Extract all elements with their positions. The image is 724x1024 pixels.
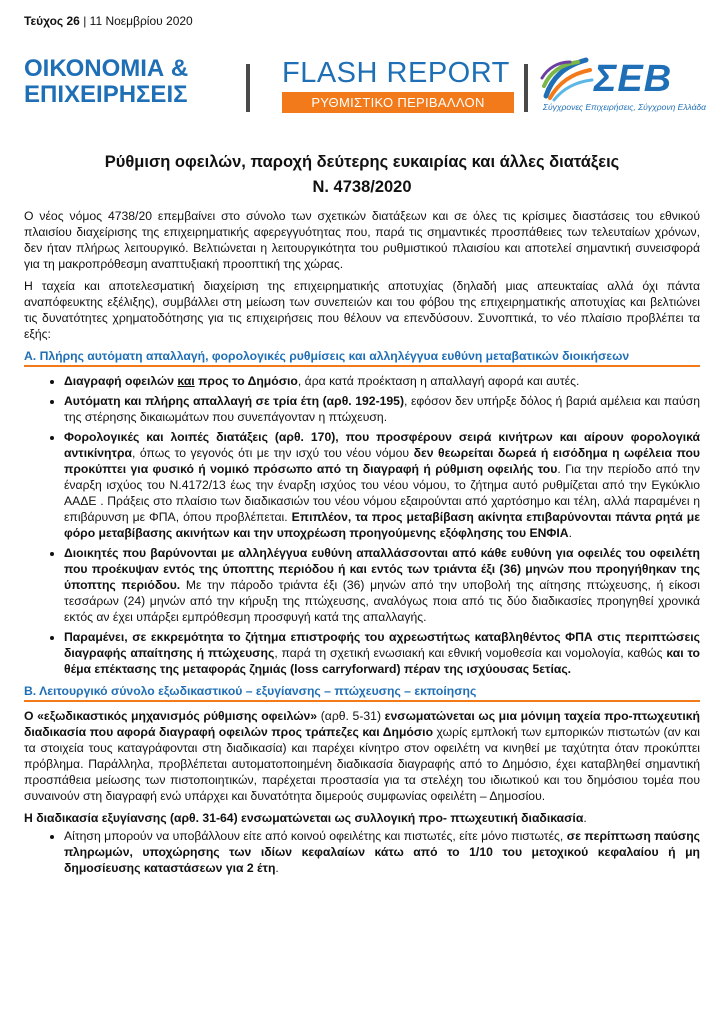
- body-text: Αίτηση μπορούν να υποβάλλουν είτε από κοινού οφειλέτης και πιστωτές, είτε μόνο πιστωτές,: [64, 829, 567, 843]
- bold-text: και το θέμα επέκτασης της μεταφοράς ζημιάς (loss carryforward) πέραν της ισχύουσας 5ετίας.: [64, 646, 700, 676]
- body-text: (αρθ. 5-31): [317, 709, 385, 723]
- brand-line-1: ΟΙΚΟΝΟΜΙΑ &: [24, 55, 189, 82]
- section-a-bullet-3: [64, 429, 700, 541]
- bold-text: Παραμένει, σε εκκρεμότητα το ζήτημα επιστροφής του αχρεωστήτως καταβληθέντος ΦΠΑ στις περιπτώσεις διαγραφής απαίτησης ή πτώχευσης: [64, 630, 700, 660]
- section-b-paragraph-2: [24, 810, 700, 826]
- section-a-bullet-5: [64, 629, 700, 677]
- bold-text: σε περίπτωση παύσης πληρωμών, υποχώρησης των ιδίων κεφαλαίων κάτω από το 1/10 του μετοχικού κεφαλαίου ή μη δημοσίευσης καταστάσεων για 2 έτη: [64, 829, 701, 875]
- body-text: .: [275, 861, 279, 875]
- body-text: .: [568, 526, 572, 540]
- header-divider-left: [246, 64, 250, 112]
- section-a-bullet-4: [64, 545, 700, 625]
- section-b-bullet-1: [64, 828, 700, 876]
- section-b-list: [24, 828, 700, 876]
- brand-title: [24, 56, 188, 108]
- seb-swirl-icon: [538, 56, 596, 102]
- issue-number: Τεύχος 26: [24, 14, 80, 28]
- bold-text: προς το Δημόσιο: [194, 374, 298, 388]
- bold-text: ενσωματώνεται ως μια μόνιμη ταχεία προ-πτωχευτική διαδικασία που αφορά διαγραφή οφειλών προς τράπεζες και Δημόσιο: [24, 709, 700, 739]
- document-title: [24, 150, 700, 200]
- report-header: [24, 55, 706, 116]
- body-text: .: [583, 811, 587, 825]
- body-text: , παρά τη σχετική ενωσιακή και εθνική νομοθεσία και νομολογία, καθώς: [274, 646, 667, 660]
- seb-logo-text: ΣΕΒ: [594, 58, 673, 100]
- body-text: χωρίς εμπλοκή των εμπορικών πιστωτών (αν και τα στοιχεία τους καταγράφονται στη διαδικασία) και παρέχει κίνητρο στον οφειλέτη να κινηθεί με ταχύτητα όταν προκύπτει πρόβλημα. Παράλληλα, προβλέπεται αυτοματοποιημένη διαδικασία διαγραφής από το Δημόσιο, έχει καταβληθεί σημαντική προσπάθεια μείωσης των πιστοποιητικών, παρέχεται προστασία για τα στελέχη του ιδιωτικού και του δημόσιου τομέα που συναινούν στη διαγραφή ενώ υπάρχει και δυνατότητα διμερούς συμφωνίας οφειλέτη – Δημοσίου.: [24, 725, 700, 803]
- bold-underlined-text: και: [177, 374, 195, 388]
- body-text: , εφόσον δεν υπήρξε δόλος ή βαριά αμέλεια και παύση της στέρησης δικαιωμάτων που συνεπάγονταν η πτώχευση.: [64, 394, 701, 424]
- title-line-1: Ρύθμιση οφειλών, παροχή δεύτερης ευκαιρίας και άλλες διατάξεις: [104, 153, 620, 171]
- flash-report-block: [282, 58, 514, 113]
- issue-date: 11 Νοεμβρίου 2020: [89, 14, 193, 28]
- section-a-bullet-1: [64, 373, 700, 389]
- seb-logo: [538, 56, 706, 116]
- bold-text: Ο «εξωδικαστικός μηχανισμός ρύθμισης οφειλών»: [24, 709, 318, 723]
- intro-paragraph-1: Ο νέος νόμος 4738/20 επεμβαίνει στο σύνολο των σχετικών διατάξεων και σε όλες τις κρίσιμες διαστάσεις του εθνικού πλαισίου διαχείρισης της επιχειρηματικής αφερεγγυότητας που, παρά τις σημαντικές προσπάθειες των τελευταίων χρόνων, δεν ήταν πλήρως λειτουργικό. Βελτιώνεται η λειτουργικότητα του ρυθμιστικού πλαισίου και αποτελεί σημαντική συνεισφορά για τη μακροπρόθεσμη αναπτυξιακή προοπτική της χώρας.: [24, 209, 700, 271]
- body-text: , άρα κατά προέκταση η απαλλαγή αφορά και αυτές.: [297, 374, 580, 388]
- bold-text: Η διαδικασία εξυγίανσης (αρθ. 31-64) ενσωματώνεται ως συλλογική προ- πτωχευτική διαδικασία: [24, 811, 584, 825]
- body-text: , όπως το γεγονός ότι με την ισχύ του νέου νόμου: [131, 446, 414, 460]
- section-a-bullet-2: [64, 393, 700, 425]
- flash-report-title: FLASH REPORT: [282, 57, 510, 89]
- body-text: Με την πάροδο τριάντα έξι (36) μηνών από την υποβολή της αίτησης πτώχευσης, ή είκοσι τεσσάρων (24) μηνών από την κήρυξη της πτώχευσης, αναλόγως ποια από τις δύο διαδικασίες προηγηθεί χρονικά εκτός αν έχει υπάρξει εμπρόθεσμη προσφυγή κατά της απαλλαγής.: [64, 578, 700, 624]
- bold-text: Διοικητές που βαρύνονται με αλληλέγγυα ευθύνη απαλλάσσονται από κάθε ευθύνη για οφειλές του οφειλέτη που προέκυψαν εντός της ύποπτης περιόδου ή και εντός των τριάντα έξι (36) μηνών που προηγήθηκαν της ύποπτης περιόδου.: [64, 546, 700, 592]
- bold-text: Αυτόματη και πλήρης απαλλαγή σε τρία έτη (αρθ. 192-195): [64, 394, 405, 408]
- section-a-heading: Α. Πλήρης αυτόματη απαλλαγή, φορολογικές ρυθμίσεις και αλληλέγγυα ευθύνη μεταβατικών διοικήσεων: [24, 348, 700, 367]
- bold-text: Επιπλέον, τα προς μεταβίβαση ακίνητα επιβαρύνονται πάντα ρητά με φόρο μεταβίβασης ακινήτων και την υποχρέωση προηγούμενης εξόφλησης του ΕΝΦΙΑ: [64, 510, 700, 540]
- section-b-paragraph-1: [24, 708, 700, 804]
- issue-line: [24, 14, 193, 28]
- bold-text: Φορολογικές και λοιπές διατάξεις (αρθ. 170), που προσφέρουν σειρά κινήτρων και αίρουν φορολογικά αντικίνητρα: [64, 430, 700, 460]
- section-b-heading: Β. Λειτουργικό σύνολο εξωδικαστικού – εξυγίανσης – πτώχευσης – εκποίησης: [24, 683, 700, 702]
- issue-separator: |: [79, 14, 90, 28]
- header-divider-right: [524, 64, 528, 112]
- intro-paragraph-2: Η ταχεία και αποτελεσματική διαχείριση της επιχειρηματικής αποτυχίας (δηλαδή μιας απευκταίας αλλά όχι πάντα αναπόφευκτης εξέλιξης), συμβάλλει στη μείωση των συνεπειών και του φόβου της επιχειρηματικής αποτυχίας και βελτιώνει τις δυνατότητες χρηματοδότησης για τις επιχειρήσεις που θέλουν να επενδύσουν. Συνοπτικά, το νέο πλαίσιο προβλέπει τα εξής:: [24, 279, 700, 341]
- document-body: [24, 208, 700, 882]
- brand-line-2: ΕΠΙΧΕΙΡΗΣΕΙΣ: [24, 81, 188, 108]
- bold-text: δεν θεωρείται δωρεά ή εισόδημα η ωφέλεια που προκύπτει για φυσικό ή νομικό πρόσωπο από τη διαγραφή ή ρύθμιση οφειλής του: [64, 446, 700, 476]
- section-a-list: [24, 373, 700, 677]
- bold-text: Διαγραφή οφειλών: [64, 374, 178, 388]
- title-line-2: Ν. 4738/2020: [312, 178, 412, 196]
- flash-report-subtitle: ΡΥΘΜΙΣΤΙΚΟ ΠΕΡΙΒΑΛΛΟΝ: [282, 92, 514, 113]
- seb-tagline: Σύγχρονες Επιχειρήσεις, Σύγχρονη Ελλάδα: [542, 102, 706, 112]
- body-text: . Για την περίοδο από την έναρξη ισχύος του Ν.4172/13 έως την έναρξη ισχύος του νέου νόμου, το ζήτημα αυτό ρυθμίζεται από την Εγκύκλιο ΑΑΔΕ . Πράξεις στο πλαίσιο των διαδικασιών του νέου νόμου εξαιρούνται από χαρτόσημο και τέλη, αλλά παραμένει η επιβάρυνση με ΦΠΑ, όπου προβλέπεται.: [64, 462, 700, 524]
